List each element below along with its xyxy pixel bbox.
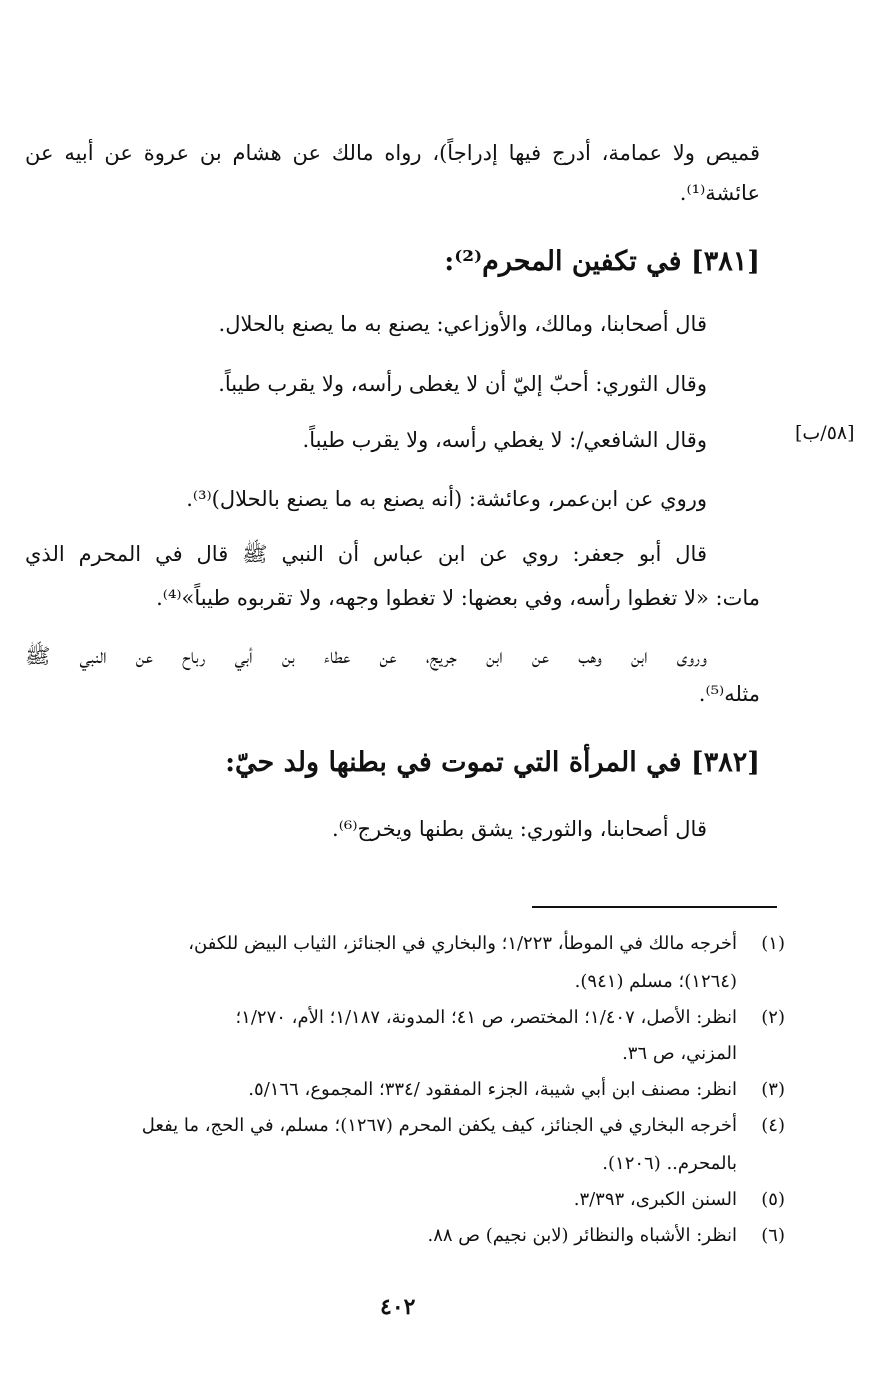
paragraph-line: قميص ولا عمامة، أدرج فيها إدراجاً)، رواه مالك عن هشام بن عروة عن أبيه عن <box>25 141 760 165</box>
section-heading-381: [٣٨١] في تكفين المحرم⁽²⁾: <box>444 246 760 277</box>
footnote-text: أخرجه مالك في الموطأ، ١/٢٢٣؛ والبخاري في الجنائز، الثياب البيض للكفن، <box>188 933 737 954</box>
footnote-number: (٢) <box>761 1007 785 1028</box>
paragraph-line: قال أصحابنا، والثوري: يشق بطنها ويخرج⁽⁶⁾. <box>332 817 707 841</box>
paragraph-line: قال أبو جعفر: روي عن ابن عباس أن النبي ﷺ قال في المحرم الذي <box>25 542 707 566</box>
footnote-number: (٣) <box>761 1079 785 1100</box>
footnote-number: (٦) <box>761 1225 785 1246</box>
paragraph-line: وقال الثوري: أحبّ إليّ أن لا يغطى رأسه، ولا يقرب طيباً. <box>218 372 707 396</box>
paragraph-line: وقال الشافعي/: لا يغطي رأسه، ولا يقرب طيباً. <box>302 428 707 452</box>
page-number: ٤٠٢ <box>380 1294 416 1320</box>
manuscript-folio-note: [٥٨/ب] <box>795 422 855 444</box>
footnote-4 <box>142 1112 785 1139</box>
paragraph-line: مات: «لا تغطوا رأسه، وفي بعضها: لا تغطوا وجهه، ولا تقربوه طيباً»⁽⁴⁾. <box>156 586 760 610</box>
footnote-number: (٥) <box>761 1189 785 1210</box>
footnote-1 <box>188 930 785 957</box>
footnote-6 <box>427 1222 785 1249</box>
paragraph-line: وروى ابن وهب عن ابن جريج، عن عطاء بن أبي رباح عن النبي ﷺ <box>25 644 707 668</box>
footnote-text: انظر: الأصل، ١/٤٠٧؛ المختصر، ص ٤١؛ المدونة، ١/١٨٧؛ الأم، ١/٢٧٠؛ <box>235 1007 737 1028</box>
footnote-2 <box>235 1004 785 1031</box>
footnote-5 <box>574 1186 785 1213</box>
footnote-number: (٤) <box>761 1115 785 1136</box>
footnote-text: انظر: الأشباه والنظائر (لابن نجيم) ص ٨٨. <box>427 1225 737 1246</box>
footnote-text: انظر: مصنف ابن أبي شيبة، الجزء المفقود /٣٣٤؛ المجموع، ٥/١٦٦. <box>248 1079 737 1100</box>
paragraph-line: وروي عن ابن‌عمر، وعائشة: (أنه يصنع به ما يصنع بالحلال)⁽³⁾. <box>186 487 707 511</box>
footnote-text: أخرجه البخاري في الجنائز، كيف يكفن المحرم (١٢٦٧)؛ مسلم، في الحج، ما يفعل <box>141 1115 737 1136</box>
paragraph-line: مثله⁽⁵⁾. <box>698 682 760 706</box>
footnote-3 <box>248 1076 785 1103</box>
paragraph-line: عائشة⁽¹⁾. <box>679 181 760 205</box>
footnote-text: السنن الكبرى، ٣/٣٩٣. <box>573 1189 737 1210</box>
footnote-1-continuation: (١٢٦٤)؛ مسلم (٩٤١). <box>574 971 737 992</box>
footnote-number: (١) <box>761 933 785 954</box>
footnote-separator <box>532 906 777 908</box>
footnote-4-continuation: بالمحرم.. (١٢٠٦). <box>602 1153 737 1174</box>
section-heading-382: [٣٨٢] في المرأة التي تموت في بطنها ولد حيّ: <box>225 747 760 778</box>
paragraph-line: قال أصحابنا، ومالك، والأوزاعي: يصنع به ما يصنع بالحلال. <box>218 312 707 336</box>
footnote-2-continuation: المزني، ص ٣٦. <box>622 1043 737 1064</box>
